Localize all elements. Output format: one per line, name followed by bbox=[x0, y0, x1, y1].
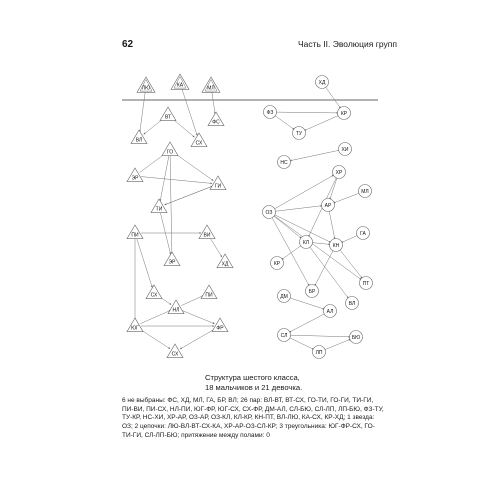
girl-node bbox=[333, 166, 346, 179]
node-label: БЮ bbox=[351, 334, 361, 341]
sociogram-edge bbox=[182, 310, 215, 323]
boy-node bbox=[171, 74, 189, 89]
node-label: СХ bbox=[195, 140, 203, 147]
boy-node bbox=[146, 285, 162, 299]
node-label: БР bbox=[308, 288, 316, 295]
node-label: ХД bbox=[318, 79, 326, 86]
sociogram-edge bbox=[312, 243, 330, 245]
sociogram-edge bbox=[274, 216, 361, 280]
sociogram-edge bbox=[341, 235, 357, 242]
girl-node bbox=[278, 329, 291, 342]
sociogram-edge bbox=[141, 177, 212, 184]
node-label: ХД bbox=[221, 261, 229, 268]
figure-caption bbox=[205, 373, 365, 393]
sociogram-edge bbox=[140, 310, 170, 323]
sociogram-edge bbox=[325, 339, 351, 349]
boy-node bbox=[137, 77, 155, 92]
sociogram-edge bbox=[137, 239, 152, 288]
sociogram-edge bbox=[325, 87, 340, 108]
girl-node bbox=[264, 106, 277, 119]
node-label: ВИ bbox=[203, 232, 211, 239]
boy-node bbox=[191, 133, 207, 147]
girl-node bbox=[322, 199, 335, 212]
node-label: ЭР bbox=[131, 175, 139, 182]
girl-node bbox=[360, 277, 373, 290]
boy-node bbox=[202, 77, 220, 92]
girl-node bbox=[293, 127, 306, 140]
girl-node bbox=[306, 285, 319, 298]
boy-node bbox=[127, 225, 143, 239]
boy-node bbox=[201, 285, 217, 299]
sociogram-edge bbox=[282, 246, 301, 260]
boy-node bbox=[199, 225, 215, 239]
boy-node bbox=[167, 344, 183, 358]
boy-node bbox=[131, 130, 147, 144]
girl-node bbox=[359, 185, 372, 198]
sociogram-edge bbox=[165, 186, 213, 205]
node-label: ЛП bbox=[315, 349, 323, 356]
node-label: КН bbox=[332, 242, 340, 249]
boy-node bbox=[151, 199, 167, 213]
node-label: ФР bbox=[216, 325, 224, 332]
sociogram-edge bbox=[275, 116, 294, 130]
node-label: ЛЮ bbox=[141, 85, 151, 92]
node-label: ФЗ bbox=[266, 109, 274, 116]
node-label: СЛ bbox=[280, 332, 288, 339]
girl-node bbox=[316, 76, 329, 89]
page-number: 62 bbox=[122, 39, 134, 50]
sociogram-edge bbox=[160, 213, 170, 254]
node-label: СХ bbox=[150, 292, 158, 299]
node-label: НС bbox=[280, 159, 288, 166]
sociogram-edge bbox=[140, 329, 170, 348]
node-label: ХИ bbox=[341, 146, 349, 153]
girl-node bbox=[271, 257, 284, 270]
node-label: ГИ bbox=[214, 183, 222, 190]
sociogram-edge bbox=[290, 298, 325, 309]
node-label: ФС bbox=[212, 119, 220, 126]
node-label: ПТ bbox=[362, 280, 370, 287]
sociogram-edge bbox=[334, 193, 360, 203]
girl-node bbox=[324, 305, 337, 318]
sociogram-edge bbox=[181, 295, 203, 305]
sociogram-edge bbox=[275, 206, 322, 212]
node-label: ТУ bbox=[295, 130, 303, 137]
girl-node bbox=[357, 227, 370, 240]
boy-node bbox=[168, 300, 184, 314]
boy-node bbox=[162, 142, 178, 156]
node-label: ХР bbox=[335, 169, 343, 176]
node-label: КА bbox=[176, 82, 184, 89]
node-label: ВЛ bbox=[135, 137, 143, 144]
node-label: КЛ bbox=[302, 239, 310, 246]
node-label: ЮГ bbox=[131, 325, 139, 332]
node-label: ВТ bbox=[164, 114, 172, 121]
sociogram-edge bbox=[140, 154, 165, 173]
node-label: КР bbox=[273, 260, 281, 267]
node-label: СХ bbox=[171, 351, 179, 358]
sociogram-edge bbox=[329, 211, 335, 239]
sociogram-edge bbox=[289, 338, 313, 350]
girl-node bbox=[350, 331, 363, 344]
sociogram-edge bbox=[315, 250, 333, 285]
sociogram-edge bbox=[170, 156, 172, 254]
boy-node bbox=[160, 107, 176, 121]
girl-node bbox=[278, 290, 291, 303]
sociogram-edge bbox=[274, 216, 302, 238]
sociogram-edge bbox=[210, 238, 222, 257]
boy-node bbox=[212, 318, 228, 332]
girl-node bbox=[339, 143, 352, 156]
sociogram-edge bbox=[289, 314, 324, 332]
node-label: ТИ bbox=[155, 206, 163, 213]
girl-node bbox=[338, 107, 351, 120]
sociogram-edge bbox=[173, 119, 195, 137]
girl-node bbox=[346, 297, 359, 310]
sociogram-edge bbox=[340, 250, 363, 279]
running-header: Часть II. Эволюция групп bbox=[298, 39, 397, 49]
girl-node bbox=[263, 206, 276, 219]
boy-node bbox=[127, 168, 143, 182]
girl-node bbox=[278, 156, 291, 169]
sociogram-edge bbox=[276, 112, 338, 113]
node-label: МЛ bbox=[361, 188, 369, 195]
sociogram-edge bbox=[144, 119, 164, 135]
boy-node bbox=[164, 252, 180, 266]
sociogram-edge bbox=[140, 92, 145, 132]
sociogram-edge bbox=[290, 150, 339, 160]
girl-node bbox=[300, 236, 313, 249]
node-label: КР bbox=[340, 110, 348, 117]
boy-node bbox=[210, 176, 226, 190]
node-label: МЛ bbox=[207, 85, 215, 92]
node-label: ГА bbox=[360, 230, 366, 237]
node-label: АЛ bbox=[326, 308, 334, 315]
sociogram-edge bbox=[180, 329, 215, 349]
node-label: ПИ bbox=[131, 232, 139, 239]
node-label: ГО bbox=[166, 149, 174, 156]
sociogram-edge bbox=[304, 115, 338, 130]
body-paragraph: 6 не выбраны: ФС, ХД, МЛ, ГА, БР, ВЛ; 26 пар: ВЛ-ВТ, ВТ-СХ, ГО-ТИ, ГО-ГИ, ТИ-ГИ, ПИ-ВИ, ПИ-СХ, НЛ-ПИ, ЮГ-ФР, ЮГ-СХ, СХ-ФР, ДМ-АЛ, СЛ-БЮ, СЛ-ЛП, ЛП-БЮ, ФЗ-ТУ, ТУ-КР, НС-ХИ, ХР-АР, ОЗ-АР, ОЗ-КЛ, КЛ-КР, КН-ПТ, ВЛ-ЛЮ, КА-СХ, КР-ХД; 1 звезда: ОЗ; 2 цепочки: ЛЮ-ВЛ-ВТ-СХ-КА, ХР-АР-ОЗ-СЛ-КР; 3 треугольника: ЮГ-ФР-СХ, ГО-ТИ-ГИ, СЛ-ЛП-БЮ; притяжение между полами: 0 bbox=[122, 397, 384, 439]
node-label: ДМ bbox=[280, 293, 288, 300]
boy-node bbox=[208, 112, 224, 126]
sociogram-edge bbox=[212, 92, 215, 114]
node-label: НЛ bbox=[172, 307, 180, 314]
sociogram-edge bbox=[290, 335, 350, 337]
node-label: АР bbox=[324, 202, 332, 209]
caption-line-2: 18 мальчиков и 21 девочка. bbox=[205, 383, 303, 392]
node-label: ВЛ bbox=[348, 300, 356, 307]
sociogram-edge bbox=[175, 153, 213, 180]
boy-node bbox=[127, 318, 143, 332]
node-label: ЭР bbox=[168, 259, 176, 266]
girl-node bbox=[313, 346, 326, 359]
girl-node bbox=[330, 239, 343, 252]
caption-line-1: Структура шестого класса, bbox=[205, 373, 300, 382]
boy-node bbox=[217, 254, 233, 268]
node-label: ОЗ bbox=[265, 209, 273, 216]
node-label: ПИ bbox=[205, 292, 213, 299]
